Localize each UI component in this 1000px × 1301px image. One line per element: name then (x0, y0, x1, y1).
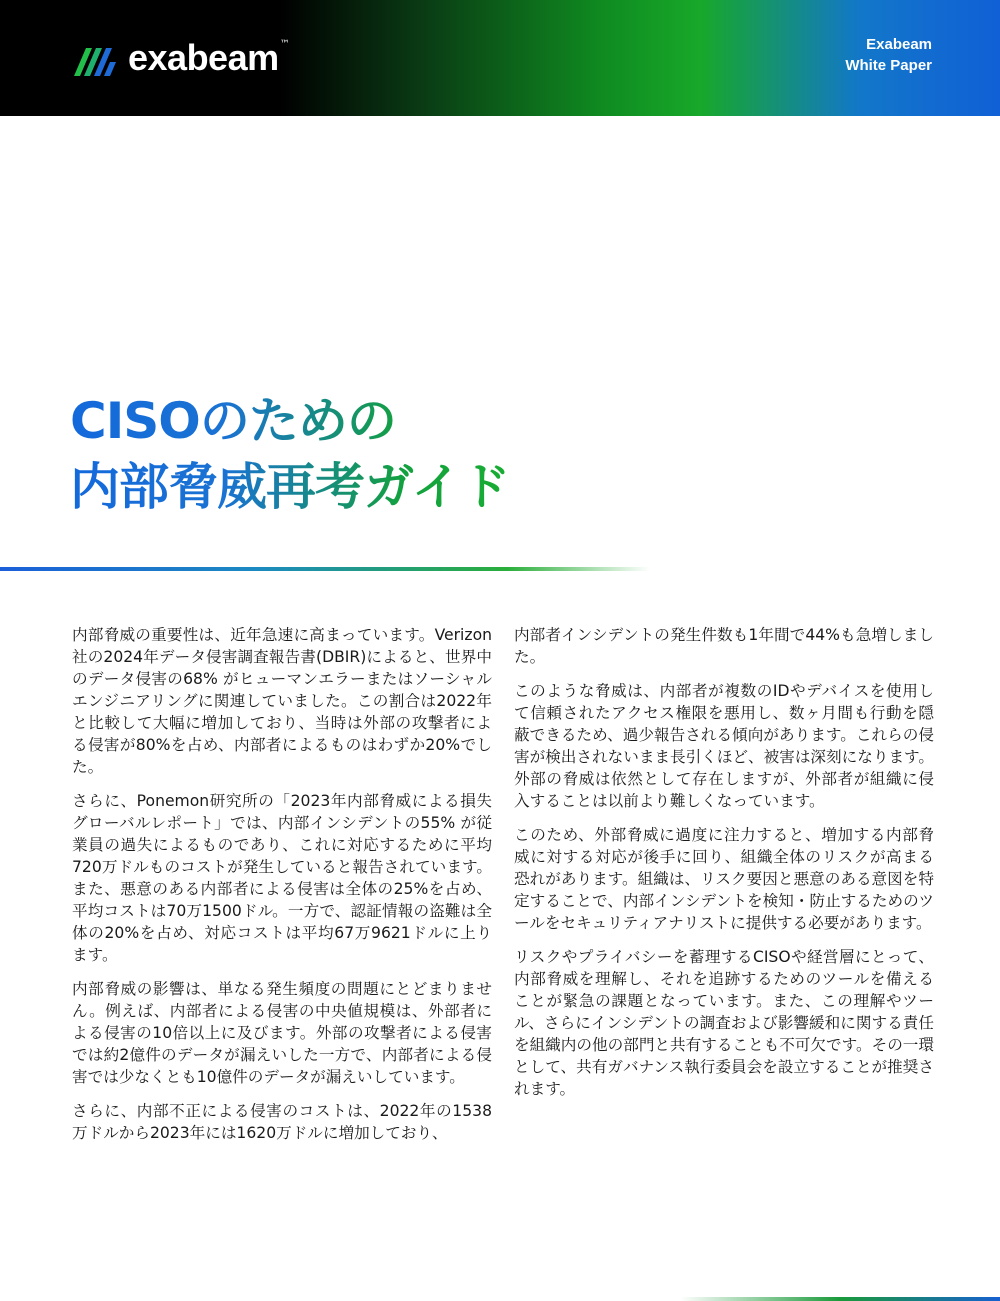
trademark-mark: ™ (279, 38, 290, 50)
paragraph: リスクやプライバシーを蓄理するCISOや経営層にとって、内部脅威を理解し、それを追跡するためのツールを備えることが緊急の課題となっています。また、この理解やツール、さらにインシデントの調査および影響緩和に関する責任を組織内の他の部門と共有することも不可欠です。その一環として、共有ガバナンス執行委員会を設立することが推奨されます。 (514, 948, 934, 1098)
paragraph: 内部脅威の重要性は、近年急速に高まっています。Verizon社の2024年データ侵害調査報告書(DBIR)によると、世界中のデータ侵害の68% がヒューマンエラーまたはソーシャルエンジニアリングに関連していました。この割合は2022年と比較して大幅に増加しており、当時は外部の攻撃者による侵害が80%を占め、内部者によるものはわずか20%でした。 (72, 626, 492, 776)
brand-name: exabeam (128, 37, 279, 78)
footer-accent-line (680, 1297, 1000, 1301)
paragraph: このため、外部脅威に過度に注力すると、増加する内部脅威に対する対応が後手に回り、組織全体のリスクが高まる恐れがあります。組織は、リスク要因と悪意のある意図を特定することで、内部インシデントを検知・防止するためのツールをセキュリティアナリストに提供する必要があります。 (514, 826, 934, 932)
white-paper-label: White Paper (845, 57, 932, 74)
document-type-label (845, 34, 932, 76)
paragraph: 内部者インシデントの発生件数も1年間で44%も急増しました。 (514, 626, 934, 666)
paragraph: さらに、内部不正による侵害のコストは、2022年の1538万ドルから2023年には1620万ドルに増加しており、 (72, 1102, 492, 1142)
title-line-2: 内部脅威再考ガイド (70, 458, 510, 516)
paragraph: このような脅威は、内部者が複数のIDやデバイスを使用して信頼されたアクセス権限を悪用し、数ヶ月間も行動を隠蔽できるため、過少報告される傾向があります。これらの侵害が検出されないまま長引くほど、被害は深刻になります。外部の脅威は依然として存在しますが、外部者が組織に侵入することは以前より難しくなっています。 (514, 682, 934, 810)
page-title (70, 388, 510, 520)
header-banner (0, 0, 1000, 116)
paragraph: さらに、Ponemon研究所の「2023年内部脅威による損失グローバルレポート」では、内部インシデントの55% が従業員の過失によるものであり、これに対応するために平均720万ドルものコストが発生していると報告されています。また、悪意のある内部者による侵害は全体の25%を占め、平均コストは70万1500ドル。一方で、認証情報の盗難は全体の20%を占め、対応コストは平均67万9621ドルに上ります。 (72, 792, 492, 964)
exabeam-logo-icon (70, 38, 120, 78)
right-column (514, 624, 934, 1112)
title-divider (0, 567, 650, 571)
paragraph: 内部脅威の影響は、単なる発生頻度の問題にとどまりません。例えば、内部者による侵害の中央値規模は、外部者による侵害の10倍以上に及びます。外部の攻撃者による侵害では約2億件のデータが漏えいした一方で、内部者による侵害では少なくとも10億件のデータが漏えいしています。 (72, 980, 492, 1086)
title-line-1: CISOのための (70, 392, 396, 450)
exabeam-logo[interactable] (70, 36, 290, 80)
left-column (72, 624, 492, 1156)
company-label: Exabeam (866, 36, 932, 53)
